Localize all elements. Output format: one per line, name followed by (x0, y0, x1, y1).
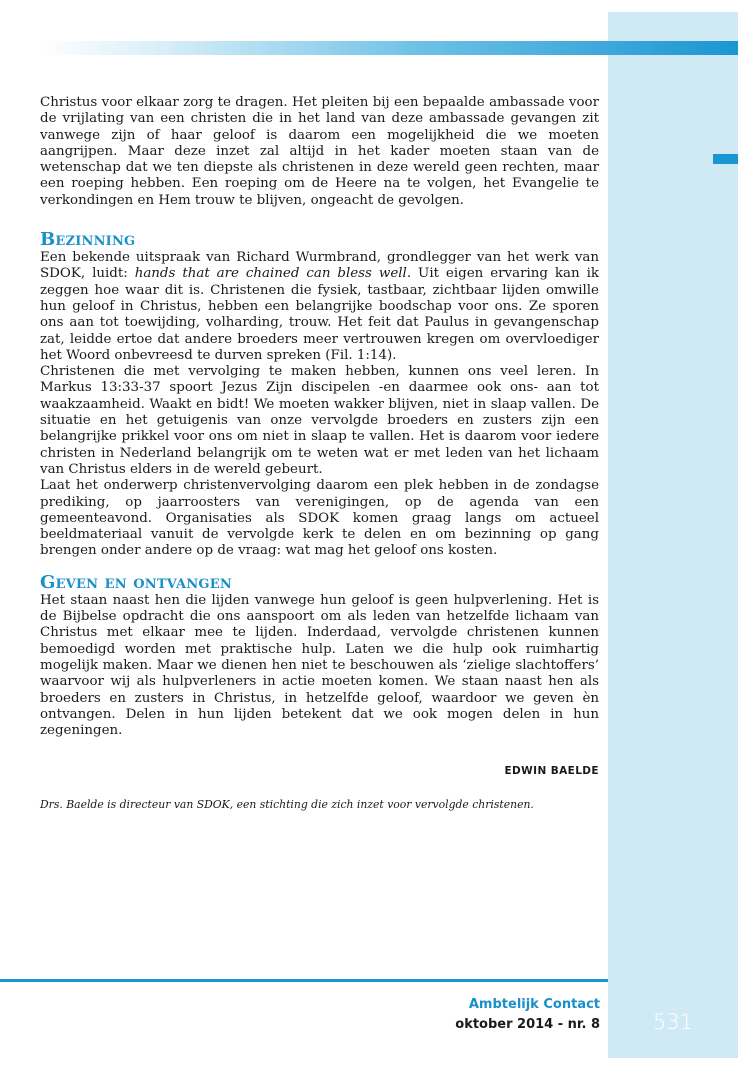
bezinning-paragraph-2: Christenen die met vervolging te maken hebben, kunnen ons veel leren. In Markus 13:33-37 spoort Jezus Zijn discipelen -en daarmee ook ons- aan tot waakzaamheid. Waakt en bidt! We moeten wakker blijven, niet in slaap vallen. De situatie en het getuigenis van onze vervolgde broeders en zusters zijn een belangrijke prikkel voor ons om niet in slaap te vallen. Het is daarom voor iedere christen in Nederland belangrijk om te weten wat er met leden van het lichaam van Christus elders in de wereld gebeurt. (40, 364, 599, 477)
page-number: 531 (652, 1010, 694, 1034)
intro-paragraph: Christus voor elkaar zorg te dragen. Het pleiten bij een bepaalde ambassade voor de vrijlating van een christen die in het land van deze ambassade gevangen zit vanwege zijn of haar geloof is daarom een mogelijkheid die we moeten aangrijpen. Maar deze inzet zal altijd in het kader moeten staan van de wetenschap dat we ten diepste als christenen in deze wereld geen rechten, maar een roeping hebben. Een roeping om de Heere na te volgen, het Evangelie te verkondingen en Hem trouw te blijven, ongeacht de gevolgen. (40, 95, 599, 208)
bezinning-paragraph-3: Laat het onderwerp christenvervolging daarom een plek hebben in de zondagse prediking, op jaarroosters van verenigingen, op de agenda van een gemeenteavond. Organisaties als SDOK komen graag langs om actueel beeldmateriaal vanuit de vervolgde kerk te delen en om bezinning op gang brengen onder andere op de vraag: wat mag het geloof ons kosten. (40, 478, 599, 559)
bezinning-paragraph-1 (40, 250, 599, 364)
page-margin-band (608, 12, 738, 1058)
article-body (40, 95, 599, 812)
paragraph-text: Een bekende uitspraak van Richard Wurmbrand, grondlegger van het werk van SDOK, luidt: (40, 250, 599, 282)
geven-paragraph-1: Het staan naast hen die lijden vanwege hun geloof is geen hulpverlening. Het is de Bijbelse opdracht die ons aanspoort om als leden van hetzelfde lichaam van Christus met elkaar mee te lijden. Inderdaad, vervolgde christenen kunnen bemoedigd worden met praktische hulp. Laten we die hulp ook ruimhartig mogelijk maken. Maar we dienen hen niet te beschouwen als ‘zielige slachtoffers’ waarvoor wij als hulpverleners in actie moeten komen. We staan naast hen als broeders en zusters in Christus, in hetzelfde geloof, waardoor we geven èn ontvangen. Delen in hun lijden betekent dat we ook mogen delen in hun zegeningen. (40, 592, 599, 739)
paragraph-text: . Uit eigen ervaring kan ik zeggen hoe waar dit is. Christenen die fysiek, tastbaar, zichtbaar lijden omwille hun geloof in Christus, hebben een belangrijke boodschap voor ons. Ze sporen ons aan tot toewijding, volharding, trouw. Het feit dat Paulus in gevangenschap zat, leidde ertoe dat andere broeders meer vertrouwen kregen om overvloediger het Woord onbevreesd te durven spreken (Fil. 1:14). (40, 266, 599, 363)
author-name: EDWIN BAELDE (504, 765, 599, 778)
journal-name: Ambtelijk Contact (468, 997, 600, 1012)
quote-text: hands that are chained can bless well (134, 266, 407, 282)
section-heading-bezinning: Bezinning (40, 229, 136, 251)
issue-label: oktober 2014 - nr. 8 (455, 1017, 600, 1032)
journal-info (455, 995, 600, 1035)
section-marker-tab (713, 154, 738, 164)
section-heading-geven-en-ontvangen: Geven en ontvangen (40, 571, 232, 593)
header-gradient-bar (40, 41, 738, 55)
footer-rule (0, 979, 608, 982)
author-footnote: Drs. Baelde is directeur van SDOK, een stichting die zich inzet voor vervolgde christenen. (40, 797, 534, 811)
